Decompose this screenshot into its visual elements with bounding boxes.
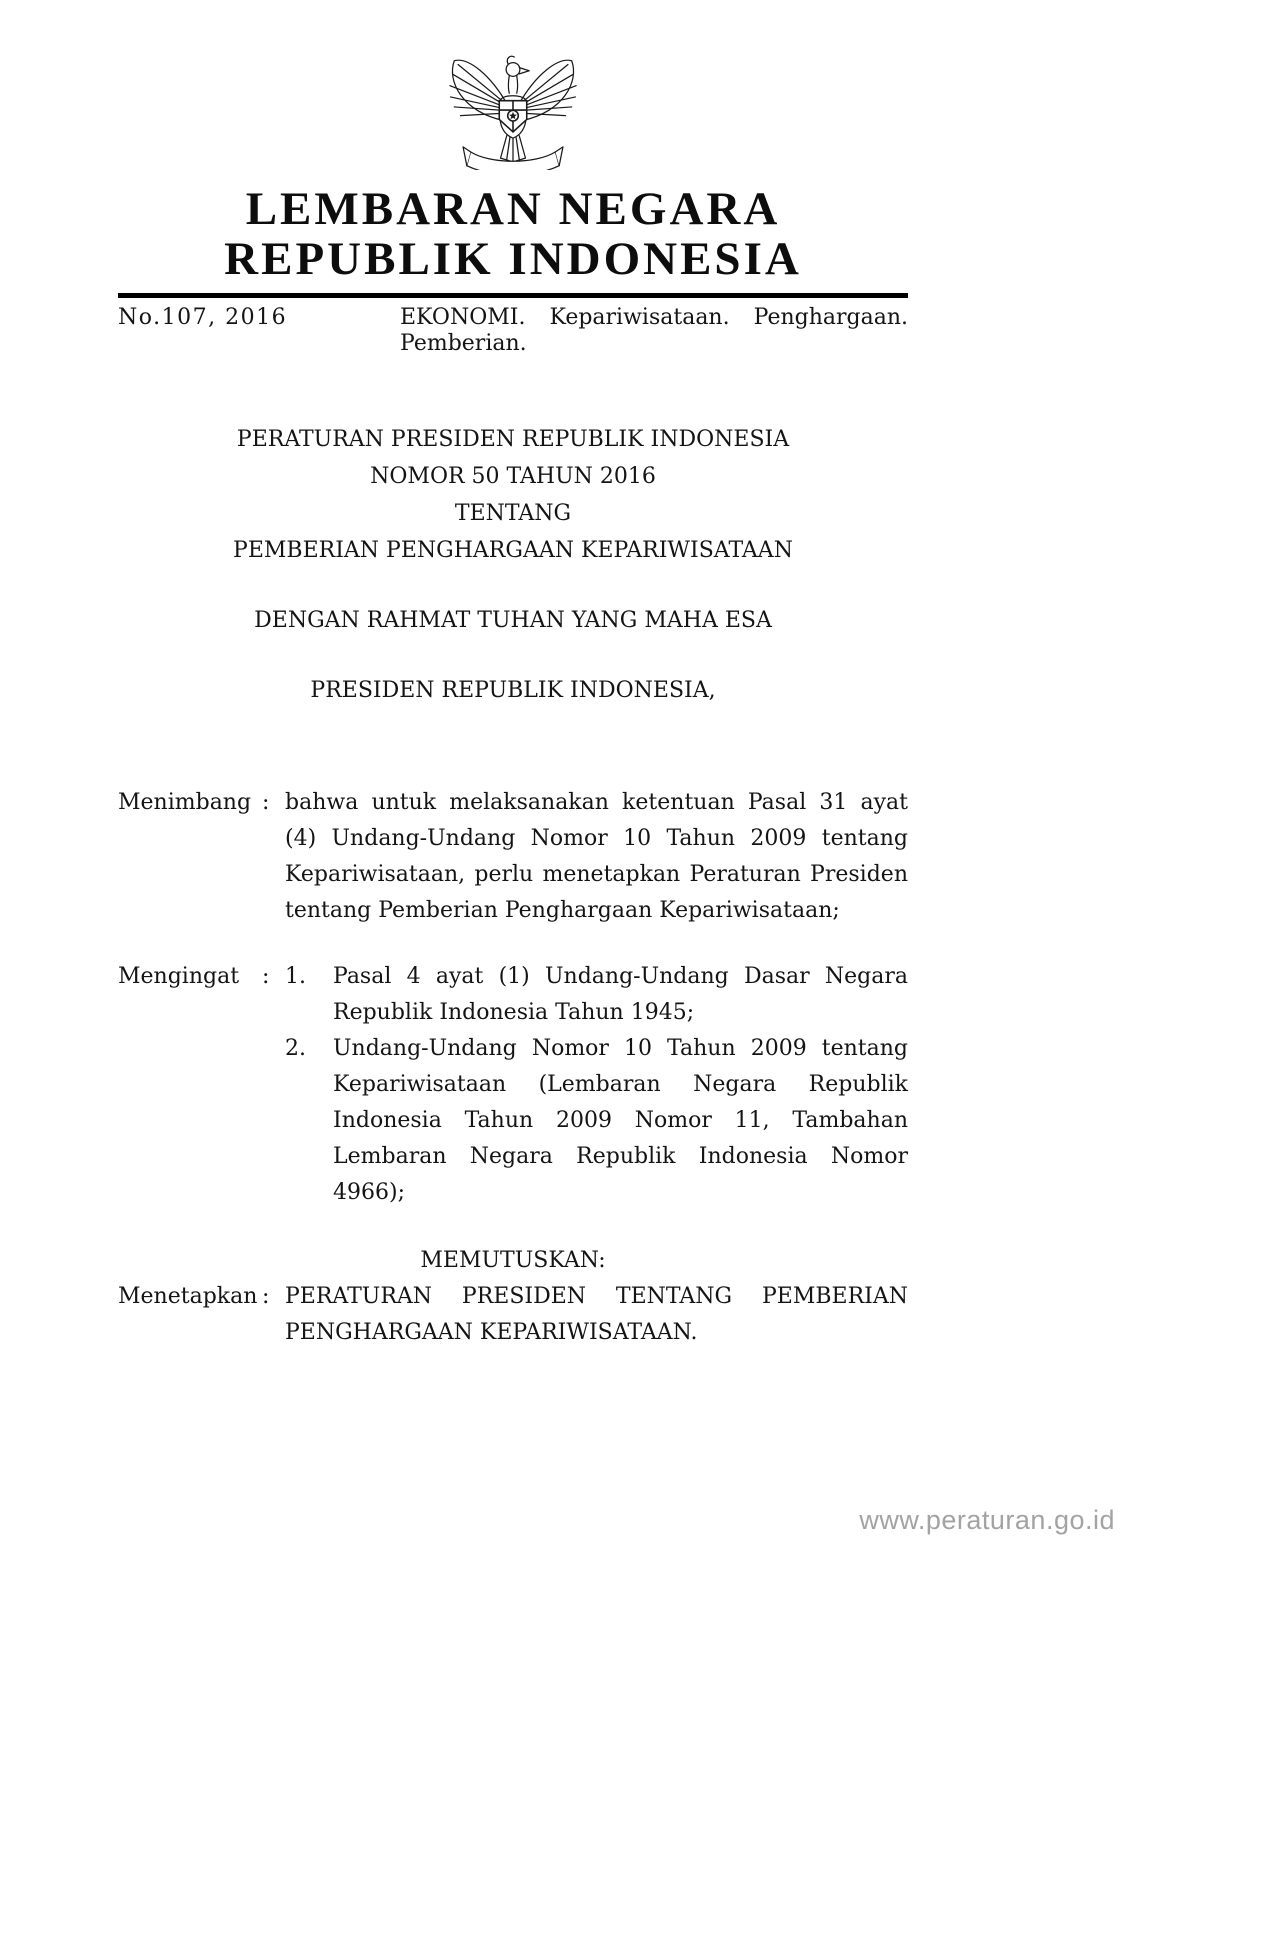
masthead-line2: REPUBLIK INDONESIA — [224, 233, 802, 286]
mengingat-colon: : — [262, 964, 270, 990]
mengingat-label: Mengingat — [118, 964, 240, 990]
document-content — [118, 0, 908, 1351]
menetapkan-row — [118, 1279, 908, 1351]
memutuskan-heading: MEMUTUSKAN: — [420, 1248, 606, 1274]
authority-line: PRESIDEN REPUBLIK INDONESIA, — [310, 678, 716, 704]
gazette-number: No.107, 2016 — [118, 304, 288, 330]
masthead-title — [118, 184, 908, 285]
garuda-pancasila-emblem — [433, 42, 593, 172]
mengingat-row — [118, 959, 908, 1211]
masthead-line1: LEMBARAN NEGARA — [245, 183, 781, 235]
list-item-text: Pasal 4 ayat (1) Undang-Undang Dasar Negara Republik Indonesia Tahun 1945; — [333, 964, 908, 1026]
invocation-line: DENGAN RAHMAT TUHAN YANG MAHA ESA — [254, 608, 772, 634]
menimbang-text: bahwa untuk melaksanakan ketentuan Pasal 31 ayat (4) Undang-Undang Nomor 10 Tahun 2009 tentang Kepariwisataan, perlu menetapkan Peraturan Presiden tentang Pemberian Penghargaan Kepariwisataan; — [285, 790, 908, 924]
mengingat-items — [285, 959, 908, 1211]
regulation-title-line1: PERATURAN PRESIDEN REPUBLIK INDONESIA — [236, 427, 790, 453]
menimbang-label: Menimbang — [118, 790, 252, 816]
menimbang-colon: : — [262, 790, 270, 816]
regulation-title-block — [118, 421, 908, 569]
menimbang-row — [118, 785, 908, 929]
list-item-number: 1. — [285, 964, 306, 990]
garuda-eagle-icon — [438, 42, 588, 170]
menetapkan-label: Menetapkan — [118, 1284, 258, 1310]
list-item — [285, 959, 908, 1031]
list-item-number: 2. — [285, 1036, 306, 1062]
menetapkan-text: PERATURAN PRESIDEN TENTANG PEMBERIAN PENGHARGAAN KEPARIWISATAAN. — [285, 1284, 908, 1346]
list-item-text: Undang-Undang Nomor 10 Tahun 2009 tentang Kepariwisataan (Lembaran Negara Republik Indonesia Tahun 2009 Nomor 11, Tambahan Lembaran Negara Republik Indonesia Nomor 4966); — [333, 1036, 908, 1206]
regulation-title-line4: PEMBERIAN PENGHARGAAN KEPARIWISATAAN — [233, 538, 793, 564]
regulation-title-line2: NOMOR 50 TAHUN 2016 — [370, 464, 656, 490]
gazette-header — [118, 305, 908, 358]
footer-url: www.peraturan.go.id — [859, 1505, 1115, 1535]
menetapkan-colon: : — [262, 1284, 270, 1310]
regulation-title-line3: TENTANG — [454, 501, 572, 527]
gazette-subjects: EKONOMI. Kepariwisataan. Penghargaan. Pemberian. — [400, 304, 908, 356]
list-item — [285, 1031, 908, 1211]
masthead-divider-rule — [118, 293, 908, 298]
